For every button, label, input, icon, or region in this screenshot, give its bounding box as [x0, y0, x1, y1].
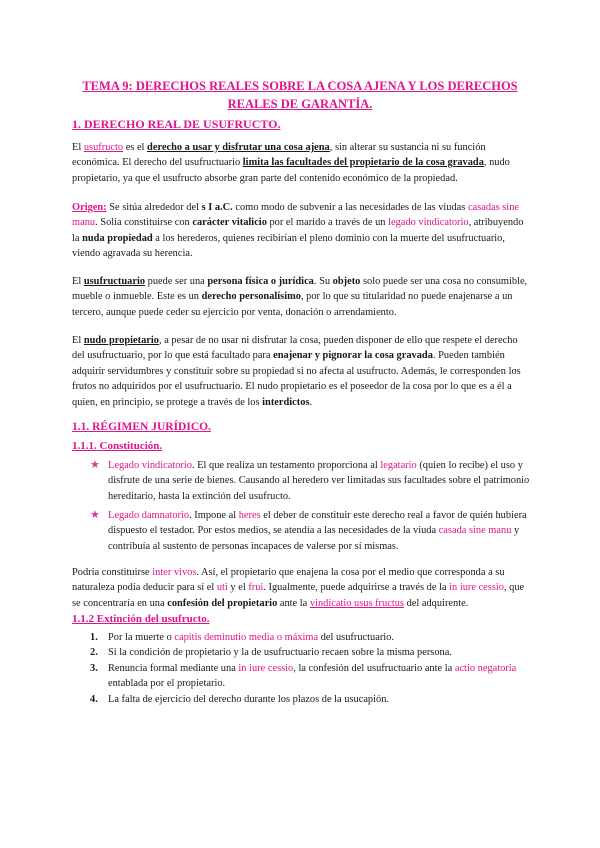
heading-constitucion: 1.1.1. Constitución.: [72, 440, 163, 452]
title-line-1: TEMA 9: DERECHOS REALES SOBRE LA COSA AJENA Y LOS DERECHOS: [82, 79, 518, 93]
heading-extincion: 1.1.2 Extinción del usufructo.: [72, 613, 210, 625]
paragraph-usufructuario: El usufructuario puede ser una persona física o jurídica. Su objeto solo puede ser una cosa no consumible, mueble o inmueble. Este es un derecho personalísimo, por lo que su titularidad no puede enajenarse a un tercero, aunque puede ceder su ejercicio por venta, donación o arrendamiento.: [72, 276, 528, 318]
paragraph-nudo-propietario: El nudo propietario, a pesar de no usar ni disfrutar la cosa, pueden disponer de ello que respete el derecho del usufructuario, por lo que está facultado para enajenar y pignorar la cosa gravada. Pueden también adquirir servidumbres y constituir sobre su propiedad si no afecta al usufructo. Además, le corresponden los frutos no adquiridos por el usufructuario. El nudo propietario es el poseedor de la cosa por lo que es a él a quien, en principio, se protege a través de los interdictos.: [72, 335, 521, 408]
document-page: TEMA 9: DERECHOS REALES SOBRE LA COSA AJENA Y LOS DERECHOS REALES DE GARANTÍA. 1. DERECHO REAL DE USUFRUCTO. El usufructo es el derecho a usar y disfrutar una cosa ajena, sin alterar su sustancia ni su función económica. El derecho del usufructuario limita las facultades del propietario de la cosa gravada, nudo propietario, ya que el usufructo absorbe gran parte del contenido económico de la propiedad. Origen: Se sitúa alrededor del s I a.C. como modo de subvenir a las necesidades de las viudas casadas sine manu. Solía constituirse con carácter vitalicio por el marido a través de un legado vindicatorio, atribuyendo la nuda propiedad a los herederos, quienes recibirían el pleno dominio con la muerte del usufructuario, viendo agravada su herencia. El usufructuario puede ser una persona física o jurídica. Su objeto solo puede ser una cosa no consumible, mueble o inmueble. Este es un derecho personalísimo, por lo que su titularidad no puede enajenarse a un tercero, aunque puede ceder su ejercicio por venta, donación o arrendamiento. El nudo propietario, a pesar de no usar ni disfrutar la cosa, pueden disponer de ello que respete el derecho del usufructuario, por lo que está facultado para enajenar y pignorar la cosa gravada. Pueden también adquirir servidumbres y constituir sobre su propiedad si no afecta al usufructo. Además, le corresponden los frutos no adquiridos por el usufructuario. El nudo propietario es el poseedor de la cosa por lo que es a él a quien, en principio, se protege a través de los interdictos. 1.1. RÉGIMEN JURÍDICO. 1.1.1. Constitución. ★ Legado vindicatorio. El que realiza un testamento proporciona al legatario (quien lo recibe) el uso y disfrute de una serie de bienes. Causando al heredero ver limitadas sus facultades sobre el patrimonio hereditario, hasta la extinción del usufructo. ★ Legado damnatorio. Impone al heres el deber de constituir este derecho real a favor de quién hubiera dispuesto el testador. Por estos medios, se atendía a las necesidades de la viuda casada sine manu y contribuía al sustento de personas incapaces de valerse por sí mismas. Podría constituirse inter vivos. Así, el propietario que enajena la cosa por el medio que corresponda a su naturaleza podía deducir para sí el uti y el frui. Igualmente, puede adquirirse a través de la in iure cessio, que se concentraría en una confesión del propietario ante la vindicatio usus fructus del adquirente. 1.1.2 Extinción del usufructo. 1. Por la muerte o capitis deminutio media o máxima del usufructuario. 2. Si la condición de propietario y la de usufructuario recaen sobre la misma persona. 3. Renuncia formal mediante una in iure cessio, la confesión del usufructuario ante la actio negatoria entablada por el propietario. 4. La falta de ejercicio del derecho durante los plazos de la usucapión.: [0, 0, 600, 848]
paragraph-inter-vivos: Podría constituirse inter vivos. Así, el propietario que enajena la cosa por el medio que corresponda a su naturaleza podía deducir para sí el uti y el frui. Igualmente, puede adquirirse a través de la in iure cessio, que se concentraría en una confesión del propietario ante la vindicatio usus fructus del adquirente.: [72, 567, 525, 609]
star-bullet-icon: ★: [90, 509, 100, 521]
heading-regimen-juridico: 1.1. RÉGIMEN JURÍDICO.: [72, 421, 211, 433]
title-line-2: REALES DE GARANTÍA.: [227, 97, 373, 111]
term-usufructo: usufructo: [83, 142, 124, 153]
paragraph-definition: El usufructo es el derecho a usar y disfrutar una cosa ajena, sin alterar su sustancia ni su función económica. El derecho del usufructuario limita las facultades del propietario de la cosa gravada, nudo propietario, ya que el usufructo absorbe gran parte del contenido económico de la propiedad.: [72, 142, 510, 184]
section-heading-usufructo: 1. DERECHO REAL DE USUFRUCTO.: [72, 117, 281, 131]
document-title: [60, 77, 540, 113]
star-bullet-icon: ★: [90, 459, 100, 471]
paragraph-origen: Origen: Se sitúa alrededor del s I a.C. como modo de subvenir a las necesidades de las viudas casadas sine manu. Solía constituirse con carácter vitalicio por el marido a través de un legado vindicatorio, atribuyendo la nuda propiedad a los herederos, quienes recibirían el pleno dominio con la muerte del usufructuario, viendo agravada su herencia.: [72, 202, 524, 260]
